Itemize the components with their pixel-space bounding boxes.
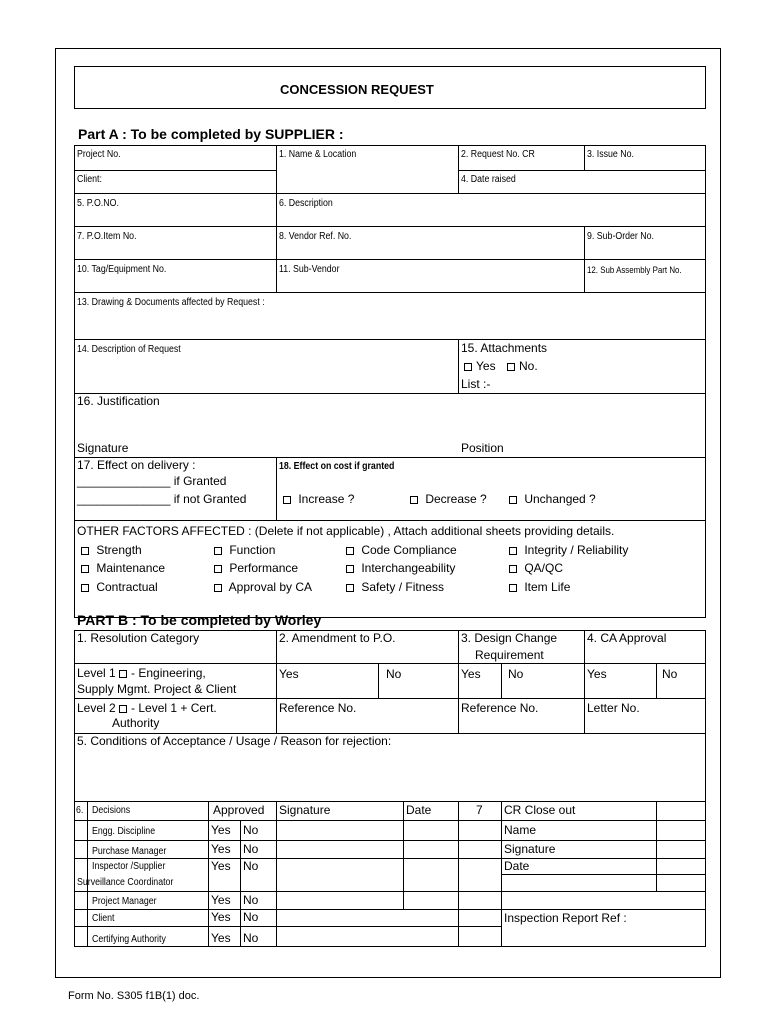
factor-function[interactable]: Function: [214, 543, 275, 557]
checkbox-icon: [410, 496, 418, 504]
desc-request-label: 14. Description of Request: [77, 344, 181, 355]
form-title: CONCESSION REQUEST: [280, 82, 434, 97]
attachments-label: 15. Attachments: [461, 341, 548, 355]
row-surveillance: Surveillance Coordinator: [77, 877, 174, 888]
checkbox-icon: [509, 584, 517, 592]
position-label: Position: [461, 441, 504, 455]
decrease-option[interactable]: Decrease ?: [410, 492, 487, 506]
approved-header: Approved: [213, 803, 265, 817]
part-a-heading: Part A : To be completed by SUPPLIER :: [78, 126, 344, 142]
checkbox-icon: [214, 584, 222, 592]
row-engg-discipline: Engg. Discipline: [92, 826, 156, 837]
design-reference-label: Reference No.: [461, 701, 539, 715]
level2-option[interactable]: Level 2 - Level 1 + Cert.: [77, 701, 217, 715]
checkbox-icon: [119, 705, 127, 713]
factor-interchangeability[interactable]: Interchangeability: [346, 561, 455, 575]
part-b-heading: PART B : To be completed by Worley: [77, 612, 322, 628]
closeout-date: Date: [504, 859, 530, 873]
amend-reference-label: Reference No.: [279, 701, 357, 715]
checkbox-icon: [214, 547, 222, 555]
request-no-label: 2. Request No. CR: [461, 149, 535, 160]
yes-5: Yes: [211, 910, 231, 924]
attachments-no[interactable]: No.: [507, 359, 538, 373]
row-certifying-authority: Certifying Authority: [92, 934, 166, 945]
date-raised-label: 4. Date raised: [461, 174, 516, 185]
row-purchase-manager: Purchase Manager: [92, 846, 167, 857]
amendment-label: 2. Amendment to P.O.: [279, 631, 396, 645]
factor-qa-qc[interactable]: QA/QC: [509, 561, 563, 575]
no-3: No: [243, 859, 259, 873]
checkbox-icon: [507, 363, 515, 371]
level1-desc: Supply Mgmt. Project & Client: [77, 682, 237, 696]
no-2: No: [243, 842, 259, 856]
signature-header: Signature: [279, 803, 331, 817]
no-6: No: [243, 931, 259, 945]
closeout-name: Name: [504, 823, 537, 837]
project-no-label: Project No.: [77, 149, 121, 160]
design-change-label-2: Requirement: [475, 648, 544, 662]
no-5: No: [243, 910, 259, 924]
other-factors-label: OTHER FACTORS AFFECTED : (Delete if not applicable) , Attach additional sheets providing details.: [77, 524, 615, 538]
po-no-label: 5. P.O.NO.: [77, 198, 119, 209]
closeout-number: 7: [476, 803, 483, 817]
checkbox-icon: [81, 547, 89, 555]
tag-equipment-label: 10. Tag/Equipment No.: [77, 264, 167, 275]
checkbox-icon: [509, 565, 517, 573]
ca-yes: Yes: [587, 667, 607, 681]
drawing-docs-label: 13. Drawing & Documents affected by Request :: [77, 297, 265, 308]
description-label: 6. Description: [279, 198, 333, 209]
list-label: List :-: [461, 377, 491, 391]
no-4: No: [243, 893, 259, 907]
checkbox-icon: [214, 565, 222, 573]
signature-label: Signature: [77, 441, 129, 455]
name-location-label: 1. Name & Location: [279, 149, 357, 160]
client-label: Client:: [77, 174, 102, 185]
effect-delivery-label: 17. Effect on delivery :: [77, 458, 196, 472]
design-no: No: [508, 667, 524, 681]
factor-item-life[interactable]: Item Life: [509, 580, 570, 594]
no-1: No: [243, 823, 259, 837]
checkbox-icon: [346, 547, 354, 555]
unchanged-option[interactable]: Unchanged ?: [509, 492, 596, 506]
form-number: Form No. S305 f1B(1) doc.: [68, 990, 200, 1002]
amend-yes: Yes: [279, 667, 299, 681]
level1-option[interactable]: Level 1 - Engineering,: [77, 666, 206, 680]
attachments-yes[interactable]: Yes: [464, 359, 496, 373]
checkbox-icon: [119, 670, 127, 678]
row-inspector: Inspector /Supplier: [92, 861, 166, 872]
po-item-label: 7. P.O.Item No.: [77, 231, 137, 242]
inspection-ref-label: Inspection Report Ref :: [504, 911, 627, 925]
yes-4: Yes: [211, 893, 231, 907]
checkbox-icon: [283, 496, 291, 504]
yes-3: Yes: [211, 859, 231, 873]
checkbox-icon: [81, 584, 89, 592]
amend-no: No: [386, 667, 402, 681]
checkbox-icon: [509, 547, 517, 555]
sub-assembly-label: 12. Sub Assembly Part No.: [587, 265, 682, 275]
decisions-header: Decisions: [92, 805, 131, 816]
conditions-label: 5. Conditions of Acceptance / Usage / Reason for rejection:: [77, 734, 392, 748]
issue-no-label: 3. Issue No.: [587, 149, 634, 160]
factor-maintenance[interactable]: Maintenance: [81, 561, 165, 575]
closeout-signature: Signature: [504, 842, 556, 856]
effect-cost-label: 18. Effect on cost if granted: [279, 461, 395, 472]
sub-order-label: 9. Sub-Order No.: [587, 231, 655, 242]
factor-safety[interactable]: Safety / Fitness: [346, 580, 444, 594]
sub-vendor-label: 11. Sub-Vendor: [279, 264, 340, 275]
letter-no-label: Letter No.: [587, 701, 640, 715]
factor-integrity[interactable]: Integrity / Reliability: [509, 543, 628, 557]
vendor-ref-label: 8. Vendor Ref. No.: [279, 231, 352, 242]
if-granted-line: ______________ if Granted: [77, 474, 227, 488]
checkbox-icon: [81, 565, 89, 573]
factor-strength[interactable]: Strength: [81, 543, 142, 557]
checkbox-icon: [346, 565, 354, 573]
design-yes: Yes: [461, 667, 481, 681]
cr-closeout-header: CR Close out: [504, 803, 576, 817]
row-client: Client: [92, 913, 115, 924]
justification-label: 16. Justification: [77, 394, 160, 408]
checkbox-icon: [346, 584, 354, 592]
checkbox-icon: [509, 496, 517, 504]
resolution-label: 1. Resolution Category: [77, 631, 200, 645]
if-not-granted-line: ______________ if not Granted: [77, 492, 247, 506]
ca-approval-label: 4. CA Approval: [587, 631, 667, 645]
yes-2: Yes: [211, 842, 231, 856]
decision-number: 6.: [76, 805, 84, 816]
ca-no: No: [662, 667, 678, 681]
level2-desc: Authority: [112, 716, 160, 730]
row-project-manager: Project Manager: [92, 896, 157, 907]
factor-approval-ca[interactable]: Approval by CA: [214, 580, 312, 594]
checkbox-icon: [464, 363, 472, 371]
factor-contractual[interactable]: Contractual: [81, 580, 158, 594]
yes-1: Yes: [211, 823, 231, 837]
yes-6: Yes: [211, 931, 231, 945]
date-header: Date: [406, 803, 432, 817]
factor-performance[interactable]: Performance: [214, 561, 298, 575]
design-change-label: 3. Design Change: [461, 631, 558, 645]
factor-code-compliance[interactable]: Code Compliance: [346, 543, 457, 557]
increase-option[interactable]: Increase ?: [283, 492, 354, 506]
